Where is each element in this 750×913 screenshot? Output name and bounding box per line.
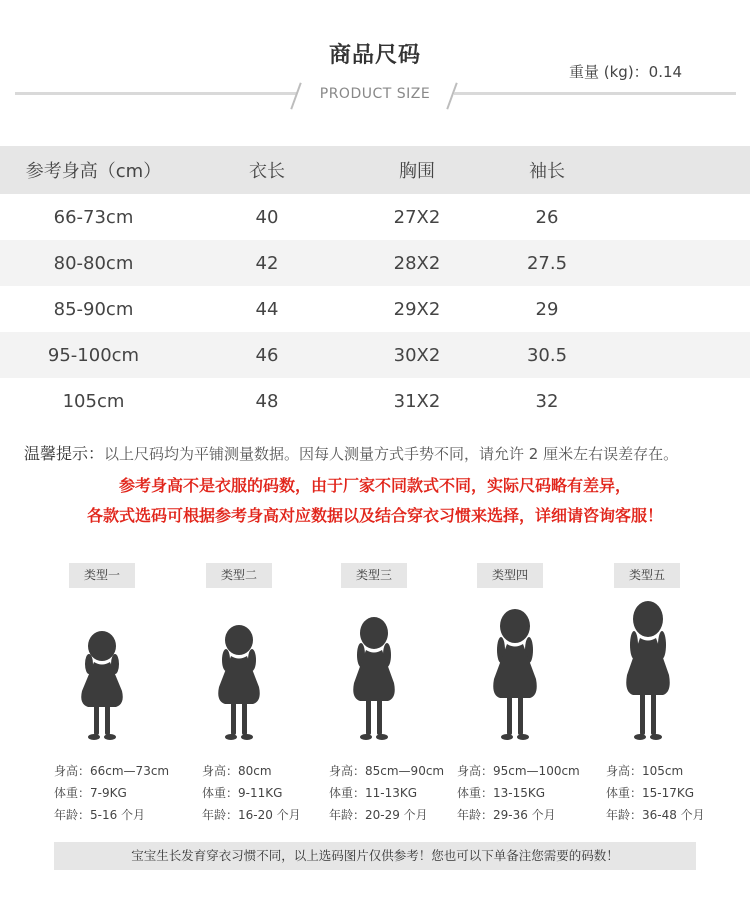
cell-height: 80-80cm [53, 252, 134, 274]
cell-height: 66-73cm [53, 206, 134, 228]
cell-length: 42 [255, 252, 279, 274]
type-height: 身高：66cm—73cm [54, 764, 170, 778]
type-height: 身高：95cm—100cm [457, 764, 580, 778]
size-table [0, 146, 750, 424]
cell-chest: 27X2 [393, 206, 441, 228]
tip-line [0, 441, 750, 464]
type-info [606, 760, 705, 826]
type-height: 身高：80cm [202, 764, 272, 778]
cell-length: 44 [255, 298, 279, 320]
table-row [0, 194, 750, 240]
type-label: 类型五 [614, 563, 680, 588]
page-title: 商品尺码 [328, 43, 421, 68]
cell-sleeve: 30.5 [526, 344, 568, 366]
type-height: 身高：105cm [606, 764, 684, 778]
child-silhouette-icon [485, 607, 545, 741]
type-age: 年龄：29-36 个月 [457, 808, 556, 822]
header-length: 衣长 [249, 161, 285, 182]
cell-sleeve: 29 [535, 298, 559, 320]
table-row [0, 240, 750, 286]
cell-sleeve: 26 [535, 206, 559, 228]
header-chest: 胸围 [399, 161, 435, 182]
type-age: 年龄：5-16 个月 [54, 808, 146, 822]
type-info [54, 760, 169, 826]
table-row [0, 332, 750, 378]
tip-text: 以上尺码均为平铺测量数据。因每人测量方式手势不同，请允许 2 厘米左右误差存在。 [104, 445, 679, 463]
warning-line-1: 参考身高不是衣服的码数，由于厂家不同款式不同，实际尺码略有差异， [118, 476, 631, 495]
type-info [329, 760, 444, 826]
cell-chest: 30X2 [393, 344, 441, 366]
cell-length: 48 [255, 390, 279, 412]
divider-right [454, 92, 736, 95]
type-weight: 体重：11-13KG [329, 786, 418, 800]
type-label: 类型四 [477, 563, 543, 588]
page-subtitle: PRODUCT SIZE [319, 86, 431, 102]
type-age: 年龄：36-48 个月 [606, 808, 705, 822]
type-label: 类型三 [341, 563, 407, 588]
cell-chest: 28X2 [393, 252, 441, 274]
size-notes [0, 441, 750, 526]
header-height: 参考身高（cm） [25, 161, 162, 182]
child-silhouette-icon [211, 623, 267, 741]
cell-sleeve: 32 [535, 390, 559, 412]
type-info [457, 760, 580, 826]
cell-length: 46 [255, 344, 279, 366]
cell-height: 95-100cm [47, 344, 140, 366]
type-age: 年龄：20-29 个月 [329, 808, 428, 822]
tip-lead: 温馨提示： [24, 444, 105, 463]
table-row [0, 378, 750, 424]
weight-info: 重量 (kg)：0.14 [569, 63, 683, 81]
warning-line-2: 各款式选码可根据参考身高对应数据以及结合穿衣习惯来选择，详细请咨询客服！ [86, 506, 663, 525]
child-silhouette-icon [74, 629, 130, 741]
type-label: 类型二 [206, 563, 272, 588]
type-weight: 体重：7-9KG [54, 786, 127, 800]
child-silhouette-icon [618, 599, 678, 741]
type-label: 类型一 [69, 563, 135, 588]
table-header-row [0, 146, 750, 194]
cell-height: 85-90cm [53, 298, 134, 320]
type-height: 身高：85cm—90cm [329, 764, 445, 778]
child-silhouette-icon [345, 615, 403, 741]
table-row [0, 286, 750, 332]
type-weight: 体重：9-11KG [202, 786, 283, 800]
cell-sleeve: 27.5 [526, 252, 568, 274]
type-age: 年龄：16-20 个月 [202, 808, 301, 822]
type-weight: 体重：13-15KG [457, 786, 546, 800]
type-weight: 体重：15-17KG [606, 786, 695, 800]
footer-note: 宝宝生长发育穿衣习惯不同，以上选码图片仅供参考！您也可以下单备注您需要的码数！ [54, 842, 696, 870]
cell-chest: 29X2 [393, 298, 441, 320]
cell-chest: 31X2 [393, 390, 441, 412]
cell-height: 105cm [62, 390, 125, 412]
header-sleeve: 袖长 [529, 161, 565, 182]
type-info [202, 760, 301, 826]
cell-length: 40 [255, 206, 279, 228]
